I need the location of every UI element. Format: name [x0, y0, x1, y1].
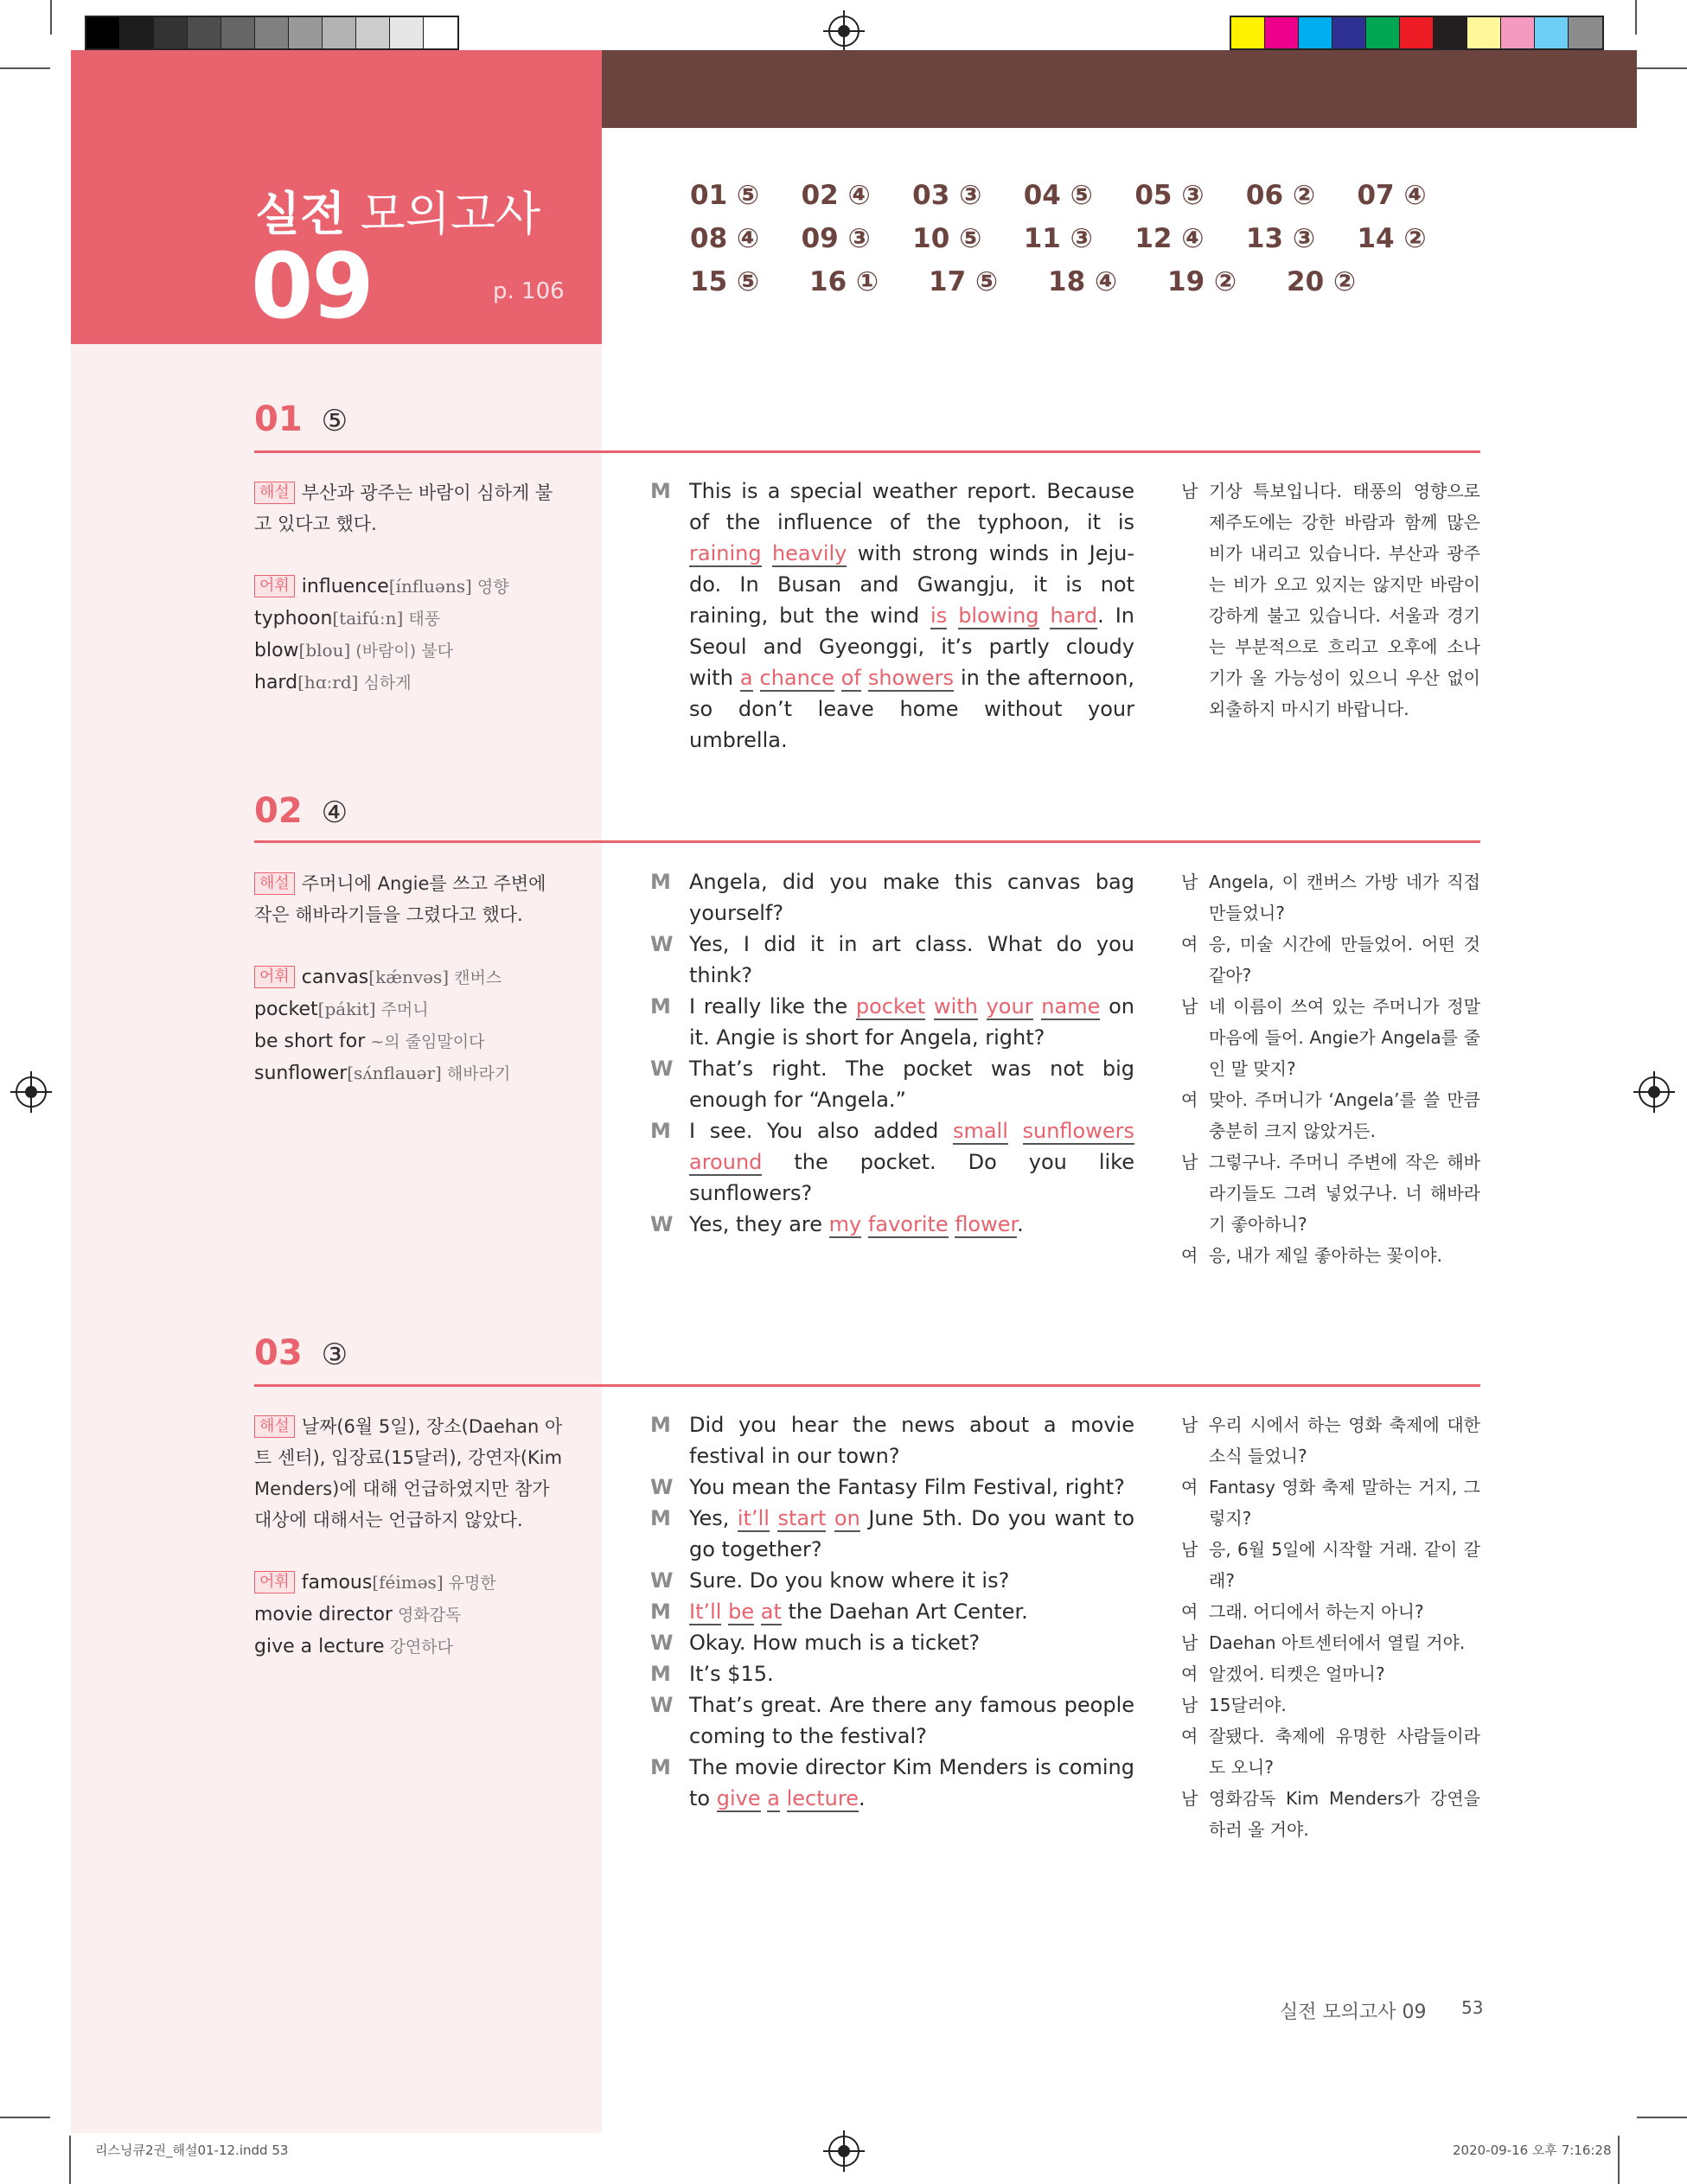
translation-speaker: 남 — [1181, 1152, 1198, 1172]
dialog-line — [650, 1752, 1134, 1814]
vocab-item — [254, 961, 566, 993]
vocab-meaning: 태풍 — [403, 610, 441, 629]
answer-header-band — [602, 50, 1637, 128]
explanation-text: 날짜(6월 5일), 장소(Daehan 아트 센터), 입장료(15달러), 강연자(Kim Menders)에 대해 언급하였지만 참가 대상에 대해서는 언급하지 않았다. — [254, 1416, 563, 1530]
dialog-text: That’s right. The pocket was not big enough for “Angela.” — [689, 1057, 1134, 1112]
answer-item: 18 ④ — [1048, 266, 1118, 297]
vocab-item — [254, 993, 566, 1025]
vocab-item — [254, 1631, 566, 1663]
translation-text: 기상 특보입니다. 태풍의 영향으로 제주도에는 강한 바람과 함께 많은 비가 내리고 있습니다. 부산과 광주는 비가 오고 있지는 않지만 바람이 강하게 불고 있습니다. 서울과 경기는 부분적으로 흐리고 오후에 소나기가 올 가능성이 있으니 우산 없이 외출하지 마시기 바랍니다. — [1209, 481, 1480, 719]
vocab-pronunciation: [kǽnvəs] — [368, 967, 450, 987]
translation-line — [1181, 1658, 1480, 1689]
translation-line — [1181, 866, 1480, 929]
test-number: 09 — [251, 233, 373, 339]
translation-speaker: 여 — [1181, 1664, 1198, 1684]
speaker-label: M — [650, 1755, 671, 1779]
speaker-label: M — [650, 870, 671, 894]
translation-text: 잘됐다. 축제에 유명한 사람들이라도 오니? — [1209, 1726, 1480, 1778]
vocab-item — [254, 603, 566, 635]
vocab-pronunciation: [taifúːn] — [332, 608, 404, 629]
dialog-text: Yes, I did it in art class. What do you think? — [689, 932, 1134, 987]
dialog-text: This is a special weather report. Because of the influence of the typhoon, it is raining heavily with strong winds in Jeju-do. In Busan and Gwangju, it is not raining, but the wind is blowing hard. In Seoul and Gyeonggi, it’s partly cloudy with a chance of showers in the afternoon, so don’t leave home without your umbrella. — [689, 479, 1135, 752]
question-answer: ③ — [321, 1338, 348, 1372]
vocab-pronunciation: [sʌ́nflauər] — [347, 1063, 442, 1083]
answer-item: 10 ⑤ — [912, 223, 982, 254]
translation-speaker: 여 — [1181, 1601, 1198, 1622]
highlighted-phrase: my — [828, 1212, 862, 1236]
vocab-item — [254, 1057, 566, 1089]
color-swatch — [1332, 17, 1366, 48]
explanation-block — [254, 1411, 566, 1663]
vocab-pronunciation: [blou] — [298, 640, 351, 661]
color-swatch — [390, 17, 424, 48]
translation-speaker: 남 — [1181, 872, 1198, 892]
speaker-label: M — [650, 1662, 671, 1686]
vocab-pronunciation: [hɑːrd] — [297, 672, 359, 693]
translation-text: 응, 내가 제일 좋아하는 꽃이야. — [1209, 1245, 1442, 1266]
highlighted-phrase: chance — [759, 666, 834, 690]
highlighted-phrase: at — [760, 1600, 782, 1624]
page-number: 53 — [1461, 1997, 1484, 2018]
vocab-word: canvas — [301, 967, 369, 988]
dialog-text: Did you hear the news about a movie festival in our town? — [689, 1413, 1134, 1468]
dialog-line — [650, 1658, 1134, 1689]
translation-block — [1181, 476, 1480, 725]
answer-row — [690, 223, 1468, 266]
highlighted-phrase: around — [689, 1150, 763, 1174]
dialog-line — [650, 1472, 1134, 1503]
explanation-text: 부산과 광주는 바람이 심하게 불고 있다고 했다. — [254, 482, 553, 534]
explanation — [254, 1411, 566, 1536]
dialog-text: You mean the Fantasy Film Festival, right? — [689, 1475, 1125, 1499]
translation-speaker: 여 — [1181, 1089, 1198, 1110]
dialog-line — [650, 1565, 1134, 1596]
highlighted-phrase: a — [767, 1786, 780, 1810]
color-swatch — [1535, 17, 1569, 48]
crop-mark — [1635, 0, 1637, 35]
explanation-block — [254, 477, 566, 699]
translation-text: 영화감독 Kim Menders가 강연을 하러 올 거야. — [1209, 1788, 1480, 1840]
translation-text: 네 이름이 쓰여 있는 주머니가 정말 마음에 들어. Angie가 Angela를 줄인 말 맞지? — [1209, 996, 1480, 1079]
vocab-word: be short for — [254, 1031, 366, 1052]
highlighted-phrase: name — [1041, 994, 1101, 1019]
translation-line — [1181, 1146, 1480, 1240]
crop-mark — [1618, 2136, 1620, 2184]
section-divider — [254, 450, 1480, 453]
dialog-line — [650, 866, 1134, 929]
color-swatch-bar — [1230, 16, 1604, 50]
translation-text: 그래. 어디에서 하는지 아니? — [1209, 1601, 1424, 1622]
highlighted-phrase: showers — [867, 666, 955, 690]
answer-item: 06 ② — [1245, 180, 1316, 211]
translation-line — [1181, 1783, 1480, 1845]
color-swatch — [1231, 17, 1265, 48]
speaker-label: W — [650, 1057, 674, 1081]
color-swatch — [1569, 17, 1602, 48]
answer-item: 02 ④ — [801, 180, 871, 211]
answer-item: 13 ③ — [1245, 223, 1316, 254]
translation-text: 응, 미술 시간에 만들었어. 어떤 것 같아? — [1209, 934, 1480, 986]
speaker-label: M — [650, 1506, 671, 1530]
color-swatch — [255, 17, 289, 48]
question-answer: ⑤ — [321, 404, 348, 438]
question-number — [254, 791, 348, 831]
explanation-tag: 해설 — [254, 1415, 295, 1438]
translation-line — [1181, 991, 1480, 1084]
dialog-line — [650, 1627, 1134, 1658]
color-swatch — [1434, 17, 1467, 48]
translation-line — [1181, 1721, 1480, 1783]
translation-speaker: 남 — [1181, 996, 1198, 1017]
answer-item: 07 ④ — [1357, 180, 1427, 211]
dialog-line — [650, 1596, 1134, 1627]
vocab-item — [254, 1567, 566, 1599]
translation-line — [1181, 929, 1480, 991]
vocab-word: influence — [301, 576, 389, 597]
question-number-label: 01 — [254, 399, 303, 439]
explanation — [254, 868, 566, 930]
vocab-pronunciation: [pákit] — [317, 999, 376, 1019]
answer-row — [690, 180, 1468, 223]
highlighted-phrase: on — [834, 1506, 860, 1530]
color-swatch — [323, 17, 356, 48]
explanation-block — [254, 868, 566, 1089]
answer-item: 04 ⑤ — [1023, 180, 1093, 211]
color-swatch — [120, 17, 154, 48]
translation-speaker: 남 — [1181, 1414, 1198, 1435]
speaker-label: W — [650, 1631, 674, 1655]
answer-item: 14 ② — [1357, 223, 1427, 254]
translation-text: 응, 6월 5일에 시작할 거래. 같이 갈래? — [1209, 1539, 1480, 1591]
translation-speaker: 남 — [1181, 1539, 1198, 1560]
highlighted-phrase: heavily — [771, 541, 847, 565]
translation-line — [1181, 1689, 1480, 1721]
crop-mark — [0, 2117, 50, 2118]
answer-item: 12 ④ — [1134, 223, 1205, 254]
highlighted-phrase: It’ll — [689, 1600, 722, 1624]
crop-mark — [1637, 67, 1687, 69]
highlighted-phrase: lecture — [786, 1786, 859, 1810]
color-swatch — [356, 17, 390, 48]
vocab-meaning: 해바라기 — [441, 1064, 511, 1083]
vocab-word: sunflower — [254, 1063, 348, 1084]
translation-block — [1181, 866, 1480, 1271]
dialog-text: Yes, it’ll start on June 5th. Do you want to go together? — [689, 1506, 1135, 1561]
highlighted-phrase: give — [716, 1786, 761, 1810]
vocab-word: give a lecture — [254, 1636, 385, 1657]
highlighted-phrase: your — [986, 994, 1033, 1019]
dialog-text: I really like the pocket with your name on it. Angie is short for Angela, right? — [689, 994, 1134, 1050]
question-number — [254, 1333, 348, 1373]
registration-mark-bottom — [828, 2136, 859, 2167]
answer-item: 20 ② — [1287, 266, 1357, 297]
vocab-item — [254, 571, 566, 603]
color-swatch — [424, 17, 457, 48]
spacer — [254, 540, 566, 571]
translation-text: Angela, 이 캔버스 가방 네가 직접 만들었니? — [1209, 872, 1480, 923]
explanation-tag: 해설 — [254, 482, 295, 504]
answer-row — [690, 266, 1468, 310]
highlighted-phrase: pocket — [855, 994, 926, 1019]
highlighted-phrase: blowing — [958, 603, 1039, 628]
translation-speaker: 남 — [1181, 1632, 1198, 1653]
speaker-label: W — [650, 1693, 674, 1717]
vocab-meaning: 강연하다 — [384, 1638, 453, 1657]
translation-text: Fantasy 영화 축제 말하는 거지, 그렇지? — [1209, 1477, 1480, 1529]
translation-line — [1181, 1240, 1480, 1271]
vocab-pronunciation: [ínfluəns] — [388, 576, 472, 597]
translation-text: 맞아. 주머니가 ‘Angela’를 쓸 만큼 충분히 크지 않았거든. — [1209, 1089, 1480, 1141]
color-swatch — [86, 17, 120, 48]
question-answer: ④ — [321, 795, 348, 830]
dialog-text: Angela, did you make this canvas bag yourself? — [689, 870, 1134, 925]
page-reference: p. 106 — [493, 278, 565, 304]
translation-speaker: 여 — [1181, 1245, 1198, 1266]
highlighted-phrase: a — [739, 666, 753, 690]
highlighted-phrase: raining — [689, 541, 762, 565]
speaker-label: M — [650, 1413, 671, 1437]
highlighted-phrase: small — [952, 1119, 1008, 1143]
answer-item: 19 ② — [1167, 266, 1237, 297]
vocab-meaning: ~의 줄임말이다 — [365, 1032, 485, 1051]
answer-item: 09 ③ — [801, 223, 871, 254]
vocab-word: movie director — [254, 1604, 393, 1625]
translation-speaker: 여 — [1181, 1726, 1198, 1747]
color-swatch — [1366, 17, 1400, 48]
crop-mark — [50, 0, 52, 35]
translation-text: 우리 시에서 하는 영화 축제에 대한 소식 들었니? — [1209, 1414, 1480, 1466]
dialog-line — [650, 929, 1134, 991]
translation-speaker: 남 — [1181, 1788, 1198, 1809]
translation-text: 알겠어. 티켓은 얼마니? — [1209, 1664, 1385, 1684]
footer-title: 실전 모의고사 09 — [1280, 2002, 1427, 2023]
vocab-word: pocket — [254, 999, 318, 1020]
section-divider — [254, 1384, 1480, 1387]
translation-line — [1181, 1596, 1480, 1627]
question-number-label: 02 — [254, 791, 303, 831]
translation-speaker: 남 — [1181, 1695, 1198, 1715]
explanation-text: 주머니에 Angie를 쓰고 주변에 작은 해바라기들을 그렸다고 했다. — [254, 873, 546, 925]
color-swatch — [1265, 17, 1299, 48]
speaker-label: W — [650, 1568, 674, 1593]
dialog-line — [650, 991, 1134, 1053]
vocab-tag: 어휘 — [254, 1571, 295, 1593]
color-swatch — [1400, 17, 1434, 48]
registration-mark-right — [1639, 1076, 1670, 1108]
color-swatch — [1501, 17, 1535, 48]
dialog-text: Okay. How much is a ticket? — [689, 1631, 981, 1655]
speaker-label: M — [650, 1119, 671, 1143]
vocab-item — [254, 1025, 566, 1057]
answer-item: 17 ⑤ — [929, 266, 999, 297]
vocab-tag: 어휘 — [254, 575, 295, 597]
dialog-script — [650, 866, 1134, 1240]
translation-line — [1181, 1534, 1480, 1596]
dialog-text: I see. You also added small sunflowers around the pocket. Do you like sunflowers? — [689, 1119, 1134, 1205]
dialog-text: Sure. Do you know where it is? — [689, 1568, 1010, 1593]
dialog-line — [650, 1409, 1134, 1472]
translation-text: Daehan 아트센터에서 열릴 거야. — [1209, 1632, 1466, 1653]
registration-mark-left — [16, 1076, 47, 1108]
vocab-meaning: 유명한 — [443, 1574, 496, 1593]
highlighted-phrase: of — [840, 666, 861, 690]
translation-line — [1181, 1627, 1480, 1658]
color-swatch — [154, 17, 188, 48]
vocab-word: typhoon — [254, 608, 333, 629]
vocab-item — [254, 635, 566, 667]
highlighted-phrase: is — [930, 603, 948, 628]
vocab-meaning: 영화감독 — [392, 1606, 462, 1625]
vocab-meaning: 주머니 — [375, 1000, 429, 1019]
highlighted-phrase: sunflowers — [1022, 1119, 1134, 1143]
vocab-pronunciation: [féiməs] — [372, 1572, 444, 1593]
color-swatch — [1467, 17, 1501, 48]
translation-line — [1181, 1084, 1480, 1146]
translation-block — [1181, 1409, 1480, 1845]
print-slug-date: 2020-09-16 오후 7:16:28 — [1453, 2142, 1612, 2158]
dialog-line — [650, 476, 1134, 756]
spacer — [254, 930, 566, 961]
answer-item: 03 ③ — [912, 180, 982, 211]
dialog-line — [650, 1689, 1134, 1752]
translation-text: 15달러야. — [1209, 1695, 1287, 1715]
answer-item: 01 ⑤ — [690, 180, 760, 211]
print-slug-file: 리스닝큐2권_해설01-12.indd 53 — [95, 2142, 289, 2158]
section-divider — [254, 840, 1480, 843]
dialog-script — [650, 476, 1134, 756]
speaker-label: W — [650, 932, 674, 956]
question-number — [254, 399, 348, 439]
speaker-label: M — [650, 1600, 671, 1624]
registration-mark-top — [828, 16, 859, 47]
color-swatch — [1299, 17, 1332, 48]
grayscale-swatch-bar — [85, 16, 459, 50]
spacer — [254, 1536, 566, 1567]
crop-mark — [1637, 2117, 1687, 2118]
vocab-meaning: 캔버스 — [449, 968, 502, 987]
dialog-line — [650, 1053, 1134, 1115]
answer-item: 16 ① — [809, 266, 879, 297]
dialog-line — [650, 1503, 1134, 1565]
vocab-tag: 어휘 — [254, 966, 295, 988]
translation-line — [1181, 1409, 1480, 1472]
dialog-text: That’s great. Are there any famous people coming to the festival? — [689, 1693, 1134, 1748]
answer-item: 15 ⑤ — [690, 266, 760, 297]
translation-text: 그렇구나. 주머니 주변에 작은 해바라기들도 그려 넣었구나. 너 해바라기 좋아하니? — [1209, 1152, 1480, 1235]
speaker-label: W — [650, 1475, 674, 1499]
dialog-script — [650, 1409, 1134, 1814]
speaker-label: W — [650, 1212, 674, 1236]
answer-item: 05 ③ — [1134, 180, 1205, 211]
answer-item: 08 ④ — [690, 223, 760, 254]
dialog-line — [650, 1209, 1134, 1240]
color-swatch — [289, 17, 323, 48]
question-number-label: 03 — [254, 1333, 303, 1373]
color-swatch — [221, 17, 255, 48]
color-swatch — [188, 17, 221, 48]
test-title: 실전 모의고사 — [255, 187, 541, 241]
explanation — [254, 477, 566, 540]
vocab-meaning: 심하게 — [358, 674, 412, 693]
translation-line — [1181, 476, 1480, 725]
highlighted-phrase: hard — [1050, 603, 1098, 628]
vocab-word: famous — [301, 1572, 373, 1593]
speaker-label: M — [650, 479, 671, 503]
highlighted-phrase: be — [728, 1600, 755, 1624]
vocab-item — [254, 667, 566, 699]
crop-mark — [69, 2136, 71, 2184]
vocab-word: blow — [254, 640, 299, 661]
highlighted-phrase: flower — [955, 1212, 1018, 1236]
dialog-line — [650, 1115, 1134, 1209]
vocab-meaning: (바람이) 불다 — [350, 642, 453, 661]
highlighted-phrase: it’ll — [737, 1506, 770, 1530]
dialog-text: The movie director Kim Menders is coming to give a lecture. — [689, 1755, 1134, 1810]
vocab-word: hard — [254, 672, 298, 693]
vocab-item — [254, 1599, 566, 1631]
translation-speaker: 여 — [1181, 934, 1198, 955]
translation-speaker: 여 — [1181, 1477, 1198, 1498]
dialog-text: It’ll be at the Daehan Art Center. — [689, 1600, 1028, 1624]
translation-speaker: 남 — [1181, 481, 1198, 501]
crop-mark — [0, 67, 50, 69]
answer-item: 11 ③ — [1023, 223, 1093, 254]
translation-line — [1181, 1472, 1480, 1534]
explanation-tag: 해설 — [254, 872, 295, 895]
answer-key — [690, 180, 1468, 310]
vocab-meaning: 영향 — [471, 578, 509, 597]
highlighted-phrase: start — [777, 1506, 827, 1530]
dialog-text: It’s $15. — [689, 1662, 774, 1686]
dialog-text: Yes, they are my favorite flower. — [689, 1212, 1024, 1236]
speaker-label: M — [650, 994, 671, 1019]
highlighted-phrase: with — [933, 994, 978, 1019]
highlighted-phrase: favorite — [867, 1212, 949, 1236]
